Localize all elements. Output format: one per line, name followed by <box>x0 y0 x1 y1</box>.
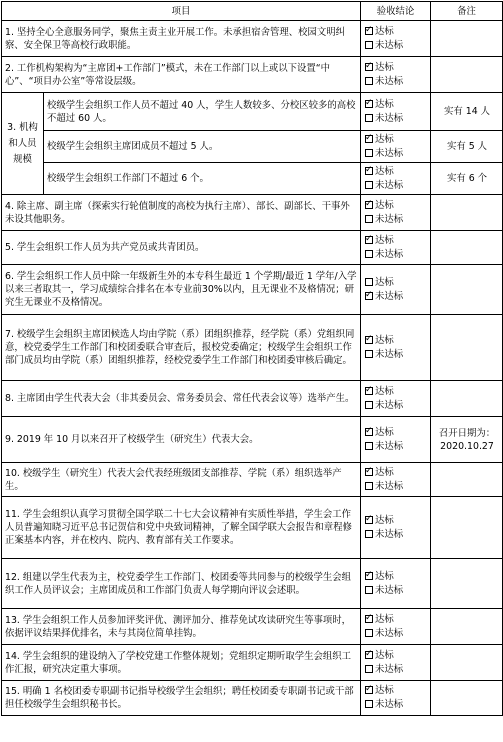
option-pass[interactable] <box>365 199 427 213</box>
note-cell <box>431 645 503 681</box>
empty-box-icon[interactable] <box>365 350 373 358</box>
item-text: 14. 学生会组织的建设纳入了学校党建工作整体规划；党组织定期听取学生会组织工作汇报，研究决定重大事项。 <box>2 645 361 681</box>
option-pass[interactable] <box>365 133 427 147</box>
header-result: 验收结论 <box>361 2 431 21</box>
result-cell <box>361 463 431 497</box>
result-cell <box>361 609 431 645</box>
result-cell <box>361 265 431 315</box>
option-pass[interactable] <box>365 426 427 440</box>
empty-box-icon[interactable] <box>365 665 373 673</box>
option-label: 未达标 <box>375 627 404 639</box>
group3-label: 3. 机构和人员规模 <box>2 93 44 195</box>
option-label: 未达标 <box>375 440 404 452</box>
result-cell <box>361 57 431 93</box>
option-label: 达标 <box>375 98 394 110</box>
option-fail[interactable] <box>365 179 427 193</box>
checked-box-icon[interactable] <box>365 615 373 623</box>
checked-box-icon[interactable] <box>365 336 373 344</box>
option-fail[interactable] <box>365 39 427 53</box>
table-row <box>2 315 503 381</box>
item-text: 2. 工作机构架构为“主席团+工作部门”模式，未在工作部门以上或以下设置“中心”、“项目办公室”等常设层级。 <box>2 57 361 93</box>
note-cell <box>431 559 503 609</box>
option-fail[interactable] <box>365 112 427 126</box>
result-cell <box>361 163 431 195</box>
item-text: 5. 学生会组织工作人员为共产党员或共青团员。 <box>2 231 361 265</box>
option-pass[interactable] <box>365 61 427 75</box>
checked-box-icon[interactable] <box>365 100 373 108</box>
checked-box-icon[interactable] <box>365 686 373 694</box>
item-text: 6. 学生会组织工作人员中除一年级新生外的本专科生最近 1 个学期/最近 1 学年/入学以来三者取其一，学习成绩综合排名在本专业前30%以内，且无课业不及格情况；研究生无课业不及格情况。 <box>2 265 361 315</box>
option-fail[interactable] <box>365 75 427 89</box>
table-row <box>2 681 503 716</box>
option-label: 达标 <box>375 199 394 211</box>
result-cell <box>361 681 431 716</box>
option-pass[interactable] <box>365 98 427 112</box>
option-pass[interactable] <box>365 165 427 179</box>
option-label: 未达标 <box>375 75 404 87</box>
option-label: 达标 <box>375 613 394 625</box>
checked-box-icon[interactable] <box>365 27 373 35</box>
item-text: 9. 2019 年 10 月以来召开了校级学生（研究生）代表大会。 <box>2 417 361 463</box>
table-row <box>2 417 503 463</box>
empty-box-icon[interactable] <box>365 250 373 258</box>
empty-box-icon[interactable] <box>365 586 373 594</box>
result-cell <box>361 645 431 681</box>
empty-box-icon[interactable] <box>365 442 373 450</box>
option-fail[interactable] <box>365 480 427 494</box>
option-label: 未达标 <box>375 112 404 124</box>
option-fail[interactable] <box>365 627 427 641</box>
option-label: 未达标 <box>375 480 404 492</box>
note-cell: 实有 14 人 <box>431 93 503 131</box>
result-cell <box>361 21 431 57</box>
table-row <box>2 463 503 497</box>
checked-box-icon[interactable] <box>365 428 373 436</box>
option-label: 达标 <box>375 25 394 37</box>
option-pass[interactable] <box>365 276 427 290</box>
table-row <box>2 265 503 315</box>
checked-box-icon[interactable] <box>365 236 373 244</box>
checked-box-icon[interactable] <box>365 167 373 175</box>
option-label: 达标 <box>375 165 394 177</box>
table-row <box>2 381 503 417</box>
checked-box-icon[interactable] <box>365 468 373 476</box>
note-cell: 实有 6 个 <box>431 163 503 195</box>
option-pass[interactable] <box>365 25 427 39</box>
acceptance-table <box>1 1 503 716</box>
empty-box-icon[interactable] <box>365 482 373 490</box>
option-fail[interactable] <box>365 399 427 413</box>
option-fail[interactable] <box>365 348 427 362</box>
table-row <box>2 21 503 57</box>
result-cell <box>361 231 431 265</box>
result-cell <box>361 195 431 231</box>
empty-box-icon[interactable] <box>365 530 373 538</box>
result-cell <box>361 131 431 163</box>
option-label: 未达标 <box>375 663 404 675</box>
option-label: 达标 <box>375 276 394 288</box>
result-cell <box>361 497 431 559</box>
option-label: 未达标 <box>375 147 404 159</box>
option-pass[interactable] <box>365 234 427 248</box>
empty-box-icon[interactable] <box>365 114 373 122</box>
empty-box-icon[interactable] <box>365 149 373 157</box>
option-pass[interactable] <box>365 466 427 480</box>
result-cell <box>361 417 431 463</box>
note-cell <box>431 315 503 381</box>
empty-box-icon[interactable] <box>365 215 373 223</box>
note-cell: 实有 5 人 <box>431 131 503 163</box>
empty-box-icon[interactable] <box>365 77 373 85</box>
item-text: 校级学生会组织主席团成员不超过 5 人。 <box>44 131 361 163</box>
item-text: 15. 明确 1 名校团委专职副书记指导校级学生会组织；聘任校团委专职副书记或干部担任校级学生会组织秘书长。 <box>2 681 361 716</box>
result-cell <box>361 381 431 417</box>
checked-box-icon[interactable] <box>365 651 373 659</box>
option-label: 达标 <box>375 61 394 73</box>
checked-box-icon[interactable] <box>365 516 373 524</box>
option-pass[interactable] <box>365 684 427 698</box>
item-text: 校级学生会组织工作部门不超过 6 个。 <box>44 163 361 195</box>
option-label: 未达标 <box>375 290 404 302</box>
item-text: 校级学生会组织工作人员不超过 40 人，学生人数较多、分校区较多的高校不超过 60 人。 <box>44 93 361 131</box>
item-text: 4. 除主席、副主席（探索实行轮值制度的高校为执行主席）、部长、副部长、干事外未设其他职务。 <box>2 195 361 231</box>
table-row <box>2 559 503 609</box>
result-cell <box>361 93 431 131</box>
checked-box-icon[interactable] <box>365 387 373 395</box>
header-note: 备注 <box>431 2 503 21</box>
option-label: 未达标 <box>375 39 404 51</box>
item-text: 7. 校级学生会组织主席团候选人均由学院（系）团组织推荐，经学院（系）党组织同意，校党委学生工作部门和校团委联合审查后，报校党委确定；校级学生会组织工作部门成员均由学院（系）团组织推荐，经校党委学生工作部门和校团委审核后确定。 <box>2 315 361 381</box>
option-label: 未达标 <box>375 248 404 260</box>
option-label: 未达标 <box>375 179 404 191</box>
item-text: 8. 主席团由学生代表大会（非其委员会、常务委员会、常任代表会议等）选举产生。 <box>2 381 361 417</box>
option-label: 未达标 <box>375 584 404 596</box>
option-label: 达标 <box>375 570 394 582</box>
option-label: 达标 <box>375 685 394 696</box>
option-label: 未达标 <box>375 348 404 360</box>
note-cell <box>431 57 503 93</box>
option-label: 达标 <box>375 385 394 397</box>
empty-box-icon[interactable] <box>365 401 373 409</box>
option-label: 未达标 <box>375 699 404 710</box>
table-row <box>2 231 503 265</box>
option-label: 达标 <box>375 649 394 661</box>
result-cell <box>361 315 431 381</box>
option-fail[interactable] <box>365 584 427 598</box>
table-row <box>2 131 503 163</box>
table-row <box>2 497 503 559</box>
empty-box-icon[interactable] <box>365 41 373 49</box>
option-label: 达标 <box>375 234 394 246</box>
option-pass[interactable] <box>365 570 427 584</box>
table-row <box>2 195 503 231</box>
option-fail[interactable] <box>365 290 427 304</box>
note-cell: 召开日期为：2020.10.27 <box>431 417 503 463</box>
option-label: 达标 <box>375 466 394 478</box>
option-pass[interactable] <box>365 385 427 399</box>
checked-box-icon[interactable] <box>365 63 373 71</box>
note-cell <box>431 463 503 497</box>
option-label: 达标 <box>375 334 394 346</box>
note-cell <box>431 609 503 645</box>
empty-box-icon[interactable] <box>365 629 373 637</box>
header-row <box>2 2 503 21</box>
item-text: 10. 校级学生（研究生）代表大会代表经班级团支部推荐、学院（系）组织选举产生。 <box>2 463 361 497</box>
option-label: 未达标 <box>375 213 404 225</box>
empty-box-icon[interactable] <box>365 181 373 189</box>
empty-box-icon[interactable] <box>365 700 373 708</box>
table-row <box>2 93 503 131</box>
table-row <box>2 645 503 681</box>
option-fail[interactable] <box>365 440 427 454</box>
note-cell <box>431 497 503 559</box>
checked-box-icon[interactable] <box>365 201 373 209</box>
option-fail[interactable] <box>365 248 427 262</box>
option-fail[interactable] <box>365 528 427 542</box>
item-text: 12. 组建以学生代表为主，校党委学生工作部门、校团委等共同参与的校级学生会组织工作人员评议会；主席团成员和工作部门负责人每学期向评议会述职。 <box>2 559 361 609</box>
option-fail[interactable] <box>365 663 427 677</box>
note-cell <box>431 265 503 315</box>
option-pass[interactable] <box>365 514 427 528</box>
option-fail[interactable] <box>365 147 427 161</box>
checked-box-icon[interactable] <box>365 572 373 580</box>
option-pass[interactable] <box>365 649 427 663</box>
note-cell <box>431 681 503 716</box>
option-fail[interactable] <box>365 213 427 227</box>
checked-box-icon[interactable] <box>365 135 373 143</box>
table-row <box>2 57 503 93</box>
item-text: 1. 坚持全心全意服务同学，聚焦主责主业开展工作。未承担宿舍管理、校园文明纠察、安全保卫等高校行政职能。 <box>2 21 361 57</box>
option-pass[interactable] <box>365 334 427 348</box>
empty-box-icon[interactable] <box>365 278 373 286</box>
table-row <box>2 609 503 645</box>
option-fail[interactable] <box>365 698 427 712</box>
result-cell <box>361 559 431 609</box>
option-label: 达标 <box>375 426 394 438</box>
item-text: 13. 学生会组织工作人员参加评奖评优、测评加分、推荐免试攻读研究生等事项时，依据评议结果择优排名，未与其岗位简单挂钩。 <box>2 609 361 645</box>
option-label: 未达标 <box>375 399 404 411</box>
note-cell <box>431 21 503 57</box>
note-cell <box>431 381 503 417</box>
option-label: 达标 <box>375 133 394 145</box>
note-cell <box>431 195 503 231</box>
option-label: 未达标 <box>375 528 404 540</box>
item-text: 11. 学生会组织认真学习贯彻全国学联二十七大会议精神有实质性举措，学生会工作人员普遍知晓习近平总书记贺信和党中央致词精神，了解全国学联大会报告和章程修正案基本内容，并在校内、院内、教育部有关工作要求。 <box>2 497 361 559</box>
table-row <box>2 163 503 195</box>
option-pass[interactable] <box>365 613 427 627</box>
option-label: 达标 <box>375 514 394 526</box>
note-cell <box>431 231 503 265</box>
checked-box-icon[interactable] <box>365 292 373 300</box>
header-item: 项目 <box>2 2 361 21</box>
